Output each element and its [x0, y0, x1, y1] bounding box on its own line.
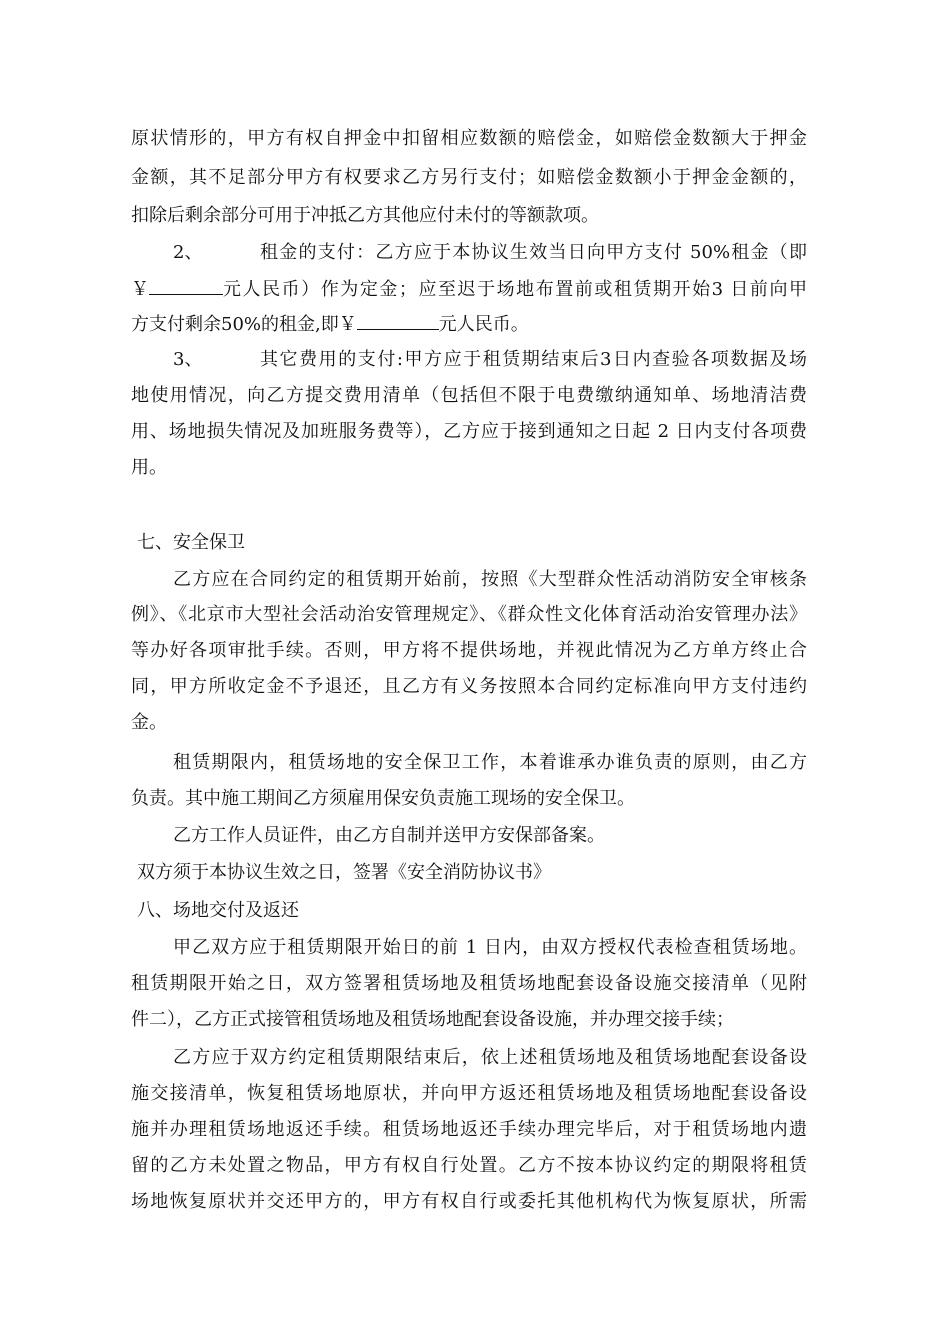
- paragraph-line: 原状情形的，甲方有权自押金中扣留相应数额的赔偿金，如赔偿金数额大于押金: [131, 128, 807, 149]
- paragraph-line: 乙方应于双方约定租赁期限结束后，依上述租赁场地及租赁场地配套设备设: [173, 1047, 807, 1068]
- paragraph-line: 甲乙双方应于租赁期限开始日的前 1 日内，由双方授权代表检查租赁场地。: [173, 937, 807, 958]
- list-number: 2、: [173, 242, 203, 263]
- paragraph-text: 元人民币）作为定金；应至迟于场地布置前或租赁期开始3 日前向甲: [223, 279, 807, 300]
- paragraph-line: 同，甲方所收定金不予退还，且乙方有义务按照本合同约定标准向甲方支付违约: [131, 676, 807, 697]
- paragraph-line: 场地恢复原状并交还甲方的，甲方有权自行或委托其他机构代为恢复原状，所需: [131, 1191, 807, 1212]
- paragraph-line: 例》、《北京市大型社会活动治安管理规定》、《群众性文化体育活动治安管理办法》: [131, 604, 807, 625]
- paragraph-line: 等办好各项审批手续。否则，甲方将不提供场地，并视此情况为乙方单方终止合: [131, 640, 807, 661]
- paragraph-text: 元人民币。: [438, 314, 529, 335]
- paragraph-line: 件二），乙方正式接管租赁场地及租赁场地配套设备设施，并办理交接手续；: [131, 1009, 734, 1030]
- paragraph-line: 租金的支付：乙方应于本协议生效当日向甲方支付 50%租金（即: [260, 242, 807, 263]
- paragraph-line: 金。: [131, 712, 167, 733]
- paragraph-line: [131, 311, 529, 338]
- paragraph-line: 扣除后剩余部分可用于冲抵乙方其他应付未付的等额款项。: [131, 205, 599, 226]
- paragraph-line: 负责。其中施工期间乙方须雇用保安负责施工现场的安全保卫。: [131, 788, 635, 809]
- paragraph-line: [131, 276, 807, 303]
- list-number: 3、: [173, 349, 203, 370]
- paragraph-line: 用、场地损失情况及加班服务费等），乙方应于接到通知之日起 2 日内支付各项费: [131, 421, 807, 442]
- balance-amount-blank: [357, 311, 439, 330]
- paragraph-line: 乙方工作人员证件，由乙方自制并送甲方安保部备案。: [173, 825, 605, 846]
- paragraph-line: 租赁期限开始之日，双方签署租赁场地及租赁场地配套设备设施交接清单（见附: [131, 973, 807, 994]
- paragraph-line: 双方须于本协议生效之日，签署《安全消防协议书》: [137, 862, 551, 883]
- paragraph-line: 施交接清单，恢复租赁场地原状，并向甲方返还租赁场地及租赁场地配套设备设: [131, 1083, 807, 1104]
- paragraph-line: 地使用情况，向乙方提交费用清单（包括但不限于电费缴纳通知单、场地清洁费: [131, 385, 807, 406]
- paragraph-line: 留的乙方未处置之物品，甲方有权自行处置。乙方不按本协议约定的期限将租赁: [131, 1155, 807, 1176]
- section-heading: 七、安全保卫: [137, 532, 245, 553]
- paragraph-text: 方支付剩余50%的租金,即￥: [131, 314, 357, 335]
- deposit-amount-blank: [149, 276, 223, 295]
- paragraph-line: 施并办理租赁场地返还手续。租赁场地返还手续办理完毕后，对于租赁场地内遗: [131, 1119, 807, 1140]
- paragraph-line: 金额，其不足部分甲方有权要求乙方另行支付；如赔偿金数额小于押金金额的，: [131, 167, 807, 188]
- paragraph-line: 用。: [131, 457, 167, 478]
- paragraph-line: 租赁期限内，租赁场地的安全保卫工作，本着谁承办谁负责的原则，由乙方: [173, 752, 807, 773]
- paragraph-line: 其它费用的支付:甲方应于租赁期结束后3日内查验各项数据及场: [260, 349, 807, 370]
- section-heading: 八、场地交付及返还: [137, 900, 299, 921]
- paragraph-line: 乙方应在合同约定的租赁期开始前，按照《大型群众性活动消防安全审核条: [173, 569, 807, 590]
- currency-symbol: ￥: [131, 279, 149, 300]
